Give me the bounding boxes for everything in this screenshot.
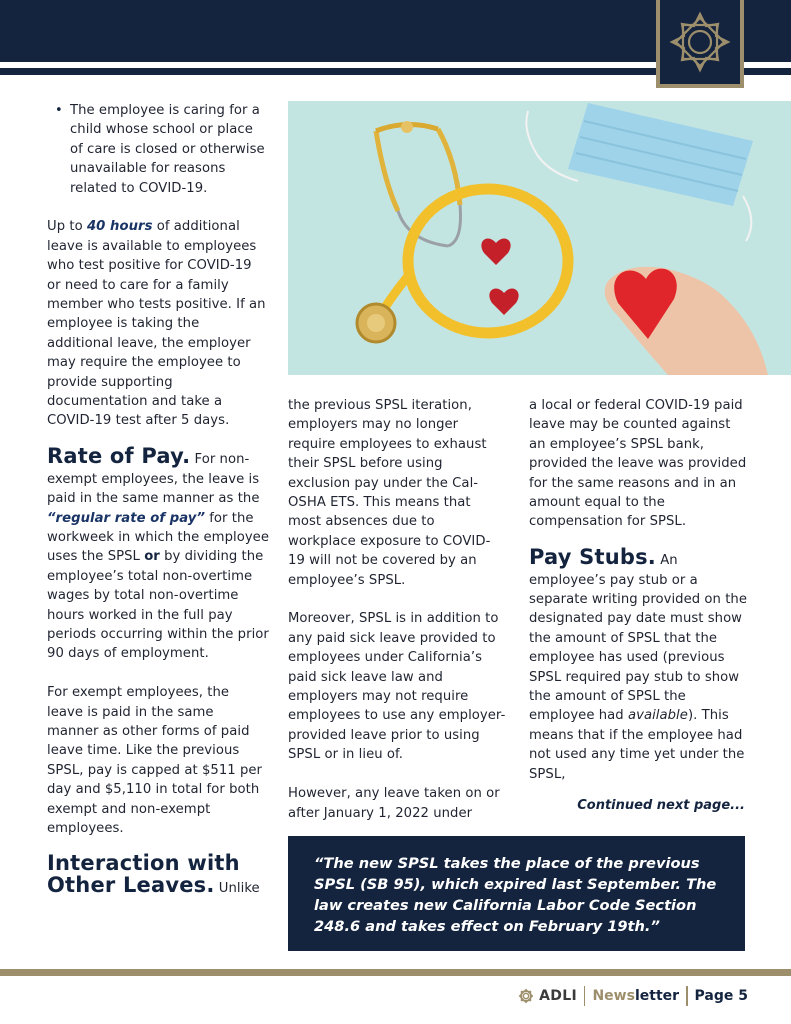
paragraph: However, any leave taken on or after January 1, 2022 under [288, 786, 500, 821]
heading-interaction: Interaction with Other Leaves. [47, 850, 240, 898]
text: Up to [47, 219, 87, 235]
adli-logo-icon [517, 987, 535, 1005]
paragraph: the previous SPSL iteration, employers may no longer require employees to exhaust their SPSL before using exclusion pay under the Cal-OSHA ETS. This means that most absences due to workplace exposure to COVID-19 will not be covered by an employee’s SPSL. [288, 398, 491, 588]
paragraph: a local or federal COVID-19 paid leave may be counted against an employee’s SPSL bank, provided the leave was provided for the same reasons and in an amount equal to the compensation for SPSL. [529, 398, 747, 530]
column-middle [288, 396, 506, 842]
footer-rule [0, 969, 791, 976]
paragraph-rate-of-pay [47, 444, 270, 663]
paragraph: Moreover, SPSL is in addition to any paid sick leave provided to employees under California’s paid sick leave law and employers may not require employees to use any employer-provided leave prior to using SPSL or in lieu of. [288, 611, 506, 763]
heading-pay-stubs: Pay Stubs. [529, 545, 656, 570]
emphasis-or: or [144, 549, 160, 565]
continued-link[interactable]: Continued next page... [577, 798, 745, 813]
text: Unlike [214, 881, 260, 897]
paragraph-pay-stubs [529, 545, 748, 784]
text: ). This means that if the employee had not used any time yet under the SPSL, [529, 708, 745, 782]
stethoscope-hearts-image [288, 101, 791, 375]
text: for the workweek in which the employee uses the SPSL [47, 510, 270, 565]
footer-divider [686, 986, 688, 1006]
emphasis-40-hours: 40 hours [86, 219, 153, 235]
footer-newsletter [592, 988, 679, 1004]
hero-photo [288, 101, 791, 375]
text: of additional leave is available to employees who test positive for COVID-19 or need to care for a family member who tests positive. If an employee is taking the additional leave, the employer may require the employee to provide supporting documentation and take a COVID-19 test after 5 days. [47, 219, 266, 429]
text: For non-exempt employees, the leave is paid in the same manner as the [47, 452, 260, 507]
paragraph-exempt [47, 683, 269, 838]
adli-emblem-icon [656, 0, 744, 88]
emphasis-regular-rate: “regular rate of pay” [47, 510, 205, 526]
heading-rate-of-pay: Rate of Pay. [47, 444, 191, 469]
text: For exempt employees, the leave is paid in the same manner as other forms of paid leave time. Like the previous SPSL, pay is capped at $511 per day and $5,110 in total for both exempt and non-exempt employees. [47, 685, 263, 836]
text: by dividing the employee’s total non-overtime wages by total non-overtime hours worked in the full pay periods occurring within the prior 90 days of employment. [47, 549, 269, 662]
bullet-text: The employee is caring for a child whose school or place of care is closed or otherwise unavailable for reasons related to COVID-19. [70, 103, 265, 196]
footer [517, 984, 748, 1008]
emblem-graphic [666, 8, 734, 76]
paragraph-additional-leave [47, 217, 269, 430]
bullet-icon: • [55, 103, 63, 118]
page-number: Page 5 [694, 988, 748, 1004]
emphasis-available: available [627, 708, 688, 724]
footer-divider [584, 986, 586, 1006]
column-left [47, 101, 269, 918]
list-item [47, 101, 269, 198]
text: News [592, 988, 635, 1004]
pull-quote [288, 836, 745, 951]
paragraph-interaction [47, 850, 269, 899]
footer-brand: ADLI [539, 988, 577, 1004]
column-right [529, 396, 748, 804]
text: letter [634, 988, 680, 1004]
text: An employee’s pay stub or a separate writing provided on the designated pay date must show the amount of SPSL that the employee has used (previous SPSL required pay stub to show the amount of SPSL the employee had [529, 553, 747, 724]
pull-quote-text: “The new SPSL takes the place of the previous SPSL (SB 95), which expired last September. The law creates new California Labor Code Section 248.6 and takes effect on February 19th.” [314, 855, 717, 935]
